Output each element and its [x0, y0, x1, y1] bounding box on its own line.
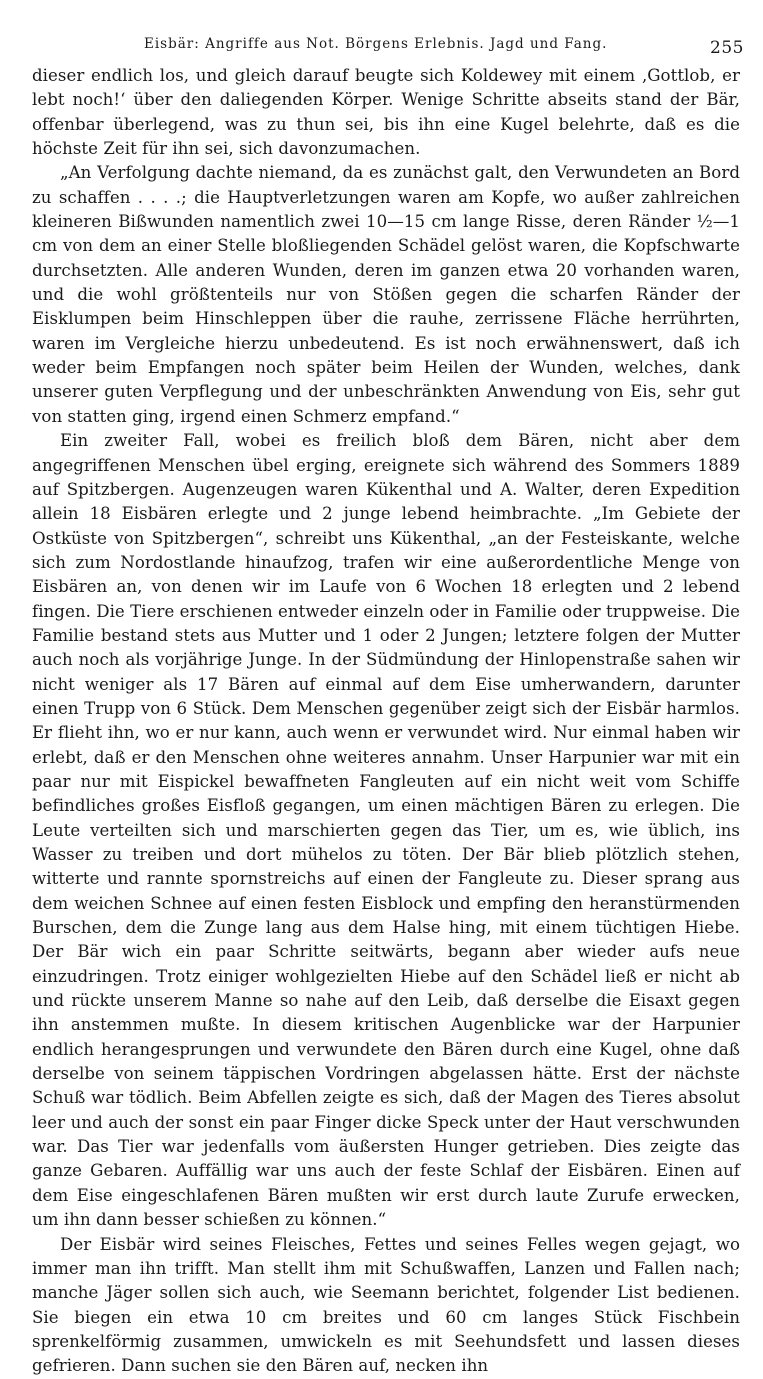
paragraph: Ein zweiter Fall, wobei es freilich bloß dem Bären, nicht aber dem angegriffenen Menschen übel erging, ereignete sich während des Sommers 1889 auf Spitzbergen. Augenzeugen waren Kükenthal und A. Walter, deren Expedition allein 18 Eisbären erlegte und 2 junge lebend heimbrachte. „Im Gebiete der Ostküste von Spitzbergen“, schreibt uns Kükenthal, „an der Festeiskante, welche sich zum Nordostlande hinaufzog, trafen wir eine außerordentliche Menge von Eisbären an, von denen wir im Laufe von 6 Wochen 18 erlegten und 2 lebend fingen. Die Tiere erschienen entweder einzeln oder in Familie oder truppweise. Die Familie bestand stets aus Mutter und 1 oder 2 Jungen; letztere folgen der Mutter auch noch als vorjährige Junge. In der Südmündung der Hinlopenstraße sahen wir nicht weniger als 17 Bären auf einmal auf dem Eise umherwandern, darunter einen Trupp von 6 Stück. Dem Menschen gegenüber zeigt sich der Eisbär harmlos. Er flieht ihn, wo er nur kann, auch wenn er verwundet wird. Nur einmal haben wir erlebt, daß er den Menschen ohne weiteres annahm. Unser Harpunier war mit ein paar nur mit Eispickel bewaffneten Fangleuten auf ein nicht weit vom Schiffe befindliches großes Eisfloß gegangen, um einen mächtigen Bären zu erlegen. Die Leute verteilten sich und marschierten gegen das Tier, um es, wie üblich, ins Wasser zu treiben und dort mühelos zu töten. Der Bär blieb plötzlich stehen, witterte und rannte spornstreichs auf einen der Fangleute zu. Dieser sprang aus dem weichen Schnee auf einen festen Eisblock und empfing den heranstürmenden Burschen, dem die Zunge lang aus dem Halse hing, mit einem tüchtigen Hiebe. Der Bär wich ein paar Schritte seitwärts, begann aber wieder aufs neue einzudringen. Trotz einiger wohlgezielten Hiebe auf den Schädel ließ er nicht ab und rückte unserem Manne so nahe auf den Leib, daß derselbe die Eisaxt gegen ihn anstemmen mußte. In diesem kritischen Augenblicke war der Harpunier endlich herangesprungen und verwundete den Bären durch eine Kugel, ohne daß derselbe von seinem täppischen Vordringen abgelassen hätte. Erst der nächste Schuß war tödlich. Beim Abfellen zeigte es sich, daß der Magen des Tieres absolut leer und auch der sonst ein paar Finger dicke Speck unter der Haut verschwunden war. Das Tier war jedenfalls vom äußersten Hunger getrieben. Dies zeigte das ganze Gebaren. Auffällig war uns auch der feste Schlaf der Eisbären. Einen auf dem Eise eingeschlafenen Bären mußten wir erst durch laute Zurufe erwecken, um ihn dann besser schießen zu können.“ — [32, 431, 740, 1230]
paragraph: „An Verfolgung dachte niemand, da es zunächst galt, den Verwundeten an Bord zu schaffen . . . .; die Hauptverletzungen waren am Kopfe, wo außer zahlreichen kleineren Bißwunden namentlich zwei 10—15 cm lange Risse, deren Ränder ½—1 cm von dem an einer Stelle bloßliegenden Schädel gelöst waren, die Kopfschwarte durchsetzten. Alle anderen Wunden, deren im ganzen etwa 20 vorhanden waren, und die wohl größtenteils nur von Stößen gegen die scharfen Ränder der Eisklumpen beim Hinschleppen über die rauhe, zerrissene Fläche herrührten, waren im Vergleiche hierzu unbedeutend. Es ist noch erwähnenswert, daß ich weder beim Empfangen noch später beim Heilen der Wunden, welches, dank unserer guten Verpflegung und der unbeschränkten Anwendung von Eis, sehr gut von statten ging, irgend einen Schmerz empfand.“ — [32, 163, 740, 426]
running-head: Eisbär: Angriffe aus Not. Börgens Erlebnis. Jagd und Fang. — [144, 36, 608, 52]
paragraph: Der Eisbär wird seines Fleisches, Fettes und seines Felles wegen gejagt, wo immer man ihn trifft. Man stellt ihm mit Schußwaffen, Lanzen und Fallen nach; manche Jäger sollen sich auch, wie Seemann berichtet, folgender List bedienen. Sie biegen ein etwa 10 cm breites und 60 cm langes Stück Fischbein sprenkelförmig zusammen, umwickeln es mit Seehundsfett und lassen dieses gefrieren. Dann suchen sie den Bären auf, necken ihn — [32, 1234, 740, 1376]
book-page — [32, 36, 744, 1379]
paragraph: dieser endlich los, und gleich darauf beugte sich Koldewey mit einem ‚Gottlob, er lebt noch!‘ über den daliegenden Körper. Wenige Schritte abseits stand der Bär, offenbar überlegend, was zu thun sei, bis ihn eine Kugel belehrte, daß es die höchste Zeit für ihn sei, sich davonzumachen. — [32, 66, 740, 159]
page-number: 255 — [710, 38, 744, 58]
page-header — [32, 36, 744, 60]
body-text — [32, 64, 740, 1379]
